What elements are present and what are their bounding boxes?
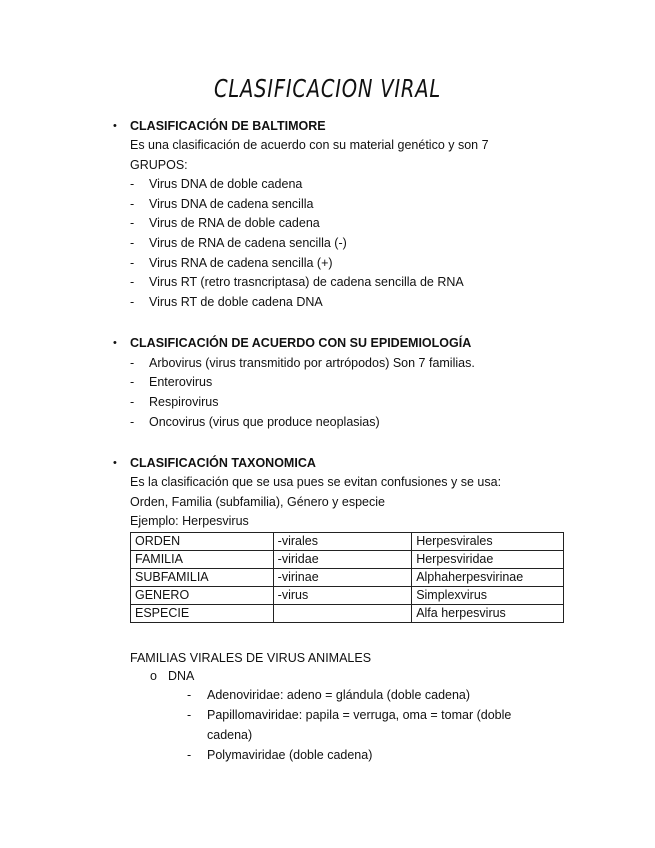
list-item: Virus DNA de doble cadena: [149, 177, 303, 191]
bullet-icon: •: [113, 120, 117, 132]
taxonomy-table: [130, 532, 564, 623]
table-cell: SUBFAMILIA: [131, 569, 274, 587]
list-item: Virus RT (retro trasncriptasa) de cadena sencilla de RNA: [149, 275, 464, 289]
table-cell: Alfa herpesvirus: [412, 605, 564, 623]
list-item: Arbovirus (virus transmitido por artrópodos) Son 7 familias.: [149, 356, 475, 370]
list-item: Virus de RNA de cadena sencilla (-): [149, 236, 347, 250]
paragraph-line: Es la clasificación que se usa pues se evitan confusiones y se usa:: [130, 475, 502, 489]
dash-marker: -: [130, 256, 135, 270]
section-heading: CLASIFICACIÓN DE ACUERDO CON SU EPIDEMIOLOGÍA: [130, 336, 472, 350]
list-item: Enterovirus: [149, 375, 213, 389]
list-item: Virus RT de doble cadena DNA: [149, 295, 323, 309]
paragraph-line: Ejemplo: Herpesvirus: [130, 514, 249, 528]
bullet-icon: •: [113, 337, 117, 349]
table-cell: GENERO: [131, 587, 274, 605]
table-cell: -virus: [273, 587, 412, 605]
table-row: [131, 533, 564, 551]
table-cell: ORDEN: [131, 533, 274, 551]
bullet-icon: •: [113, 457, 117, 469]
table-row: [131, 551, 564, 569]
list-item: Papillomaviridae: papila = verruga, oma = tomar (doble cadena): [207, 708, 512, 742]
dash-marker: -: [130, 216, 135, 230]
dash-marker: -: [130, 375, 135, 389]
table-cell: FAMILIA: [131, 551, 274, 569]
table-cell: -virales: [273, 533, 412, 551]
table-cell: [273, 605, 412, 623]
dash-marker: -: [130, 415, 135, 429]
table-row: [131, 587, 564, 605]
list-item: Virus de RNA de doble cadena: [149, 216, 320, 230]
table-cell: Alphaherpesvirinae: [412, 569, 564, 587]
dash-marker: -: [130, 395, 135, 409]
table-row: [131, 605, 564, 623]
table-cell: Herpesviridae: [412, 551, 564, 569]
list-item: Oncovirus (virus que produce neoplasias): [149, 415, 380, 429]
dash-marker: -: [130, 236, 135, 250]
section-heading: CLASIFICACIÓN DE BALTIMORE: [130, 119, 326, 133]
dash-marker: -: [130, 197, 135, 211]
list-item: Respirovirus: [149, 395, 219, 409]
list-item: Polymaviridae (doble cadena): [207, 748, 373, 762]
dash-marker: -: [130, 177, 135, 191]
dash-marker: -: [130, 295, 135, 309]
dash-marker: -: [187, 748, 192, 762]
dash-marker: -: [130, 356, 135, 370]
paragraph-line: Es una clasificación de acuerdo con su material genético y son 7: [130, 138, 489, 152]
table-cell: Simplexvirus: [412, 587, 564, 605]
list-item: Virus DNA de cadena sencilla: [149, 197, 314, 211]
list-item: Virus RNA de cadena sencilla (+): [149, 256, 333, 270]
list-item: Adenoviridae: adeno = glándula (doble cadena): [207, 688, 471, 702]
circle-bullet-icon: o: [150, 669, 157, 683]
table-cell: -viridae: [273, 551, 412, 569]
section-heading: CLASIFICACIÓN TAXONOMICA: [130, 456, 316, 470]
subsection-label: DNA: [168, 669, 195, 683]
table-cell: Herpesvirales: [412, 533, 564, 551]
dash-marker: -: [187, 688, 192, 702]
table-row: [131, 569, 564, 587]
page-title: CLASIFICACION VIRAL: [213, 74, 442, 103]
paragraph-line: GRUPOS:: [130, 158, 188, 172]
dash-marker: -: [187, 708, 192, 722]
table-cell: ESPECIE: [131, 605, 274, 623]
dash-marker: -: [130, 275, 135, 289]
section-heading: FAMILIAS VIRALES DE VIRUS ANIMALES: [130, 651, 372, 665]
table-cell: -virinae: [273, 569, 412, 587]
paragraph-line: Orden, Familia (subfamilia), Género y especie: [130, 495, 385, 509]
